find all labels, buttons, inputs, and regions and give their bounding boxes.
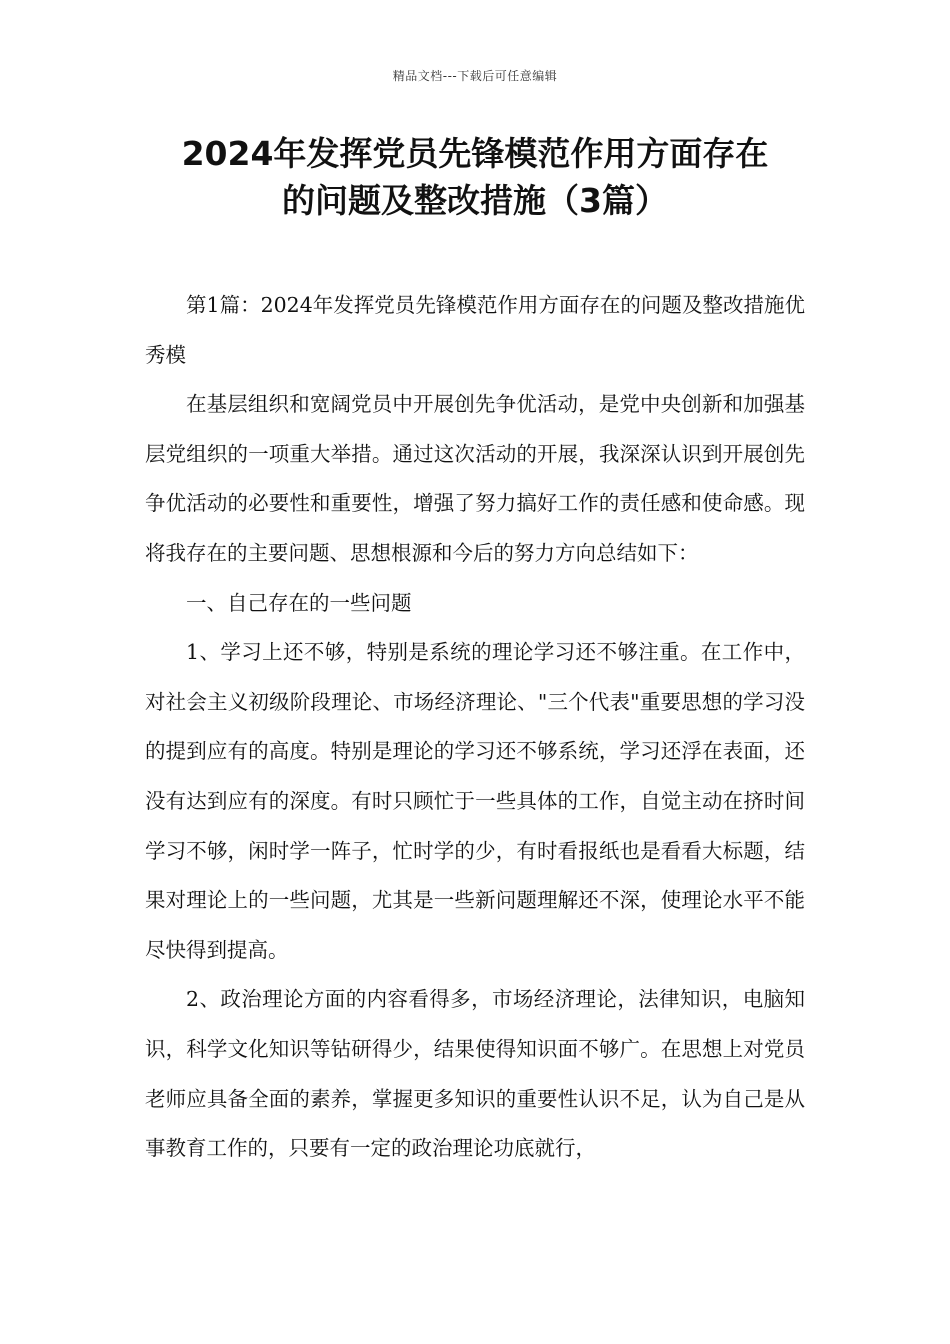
body-paragraph: 1、学习上还不够，特别是系统的理论学习还不够注重。在工作中，对社会主义初级阶段理论、市场经济理论、"三个代表"重要思想的学习没的提到应有的高度。特别是理论的学习还不够系统，学习还浮在表面，还没有达到应有的深度。有时只顾忙于一些具体的工作，自觉主动在挤时间学习不够，闲时学一阵子，忙时学的少，有时看报纸也是看看大标题，结果对理论上的一些问题，尤其是一些新问题理解还不深，使理论水平不能尽快得到提高。 [145, 640, 805, 962]
document-title [120, 130, 830, 224]
page-header-note: 精品文档---下载后可任意编辑 [392, 69, 558, 83]
subsection-heading: 一、自己存在的一些问题 [186, 590, 412, 615]
title-line-2: 的问题及整改措施（3篇） [282, 181, 668, 220]
document-body [145, 281, 805, 1174]
body-paragraph: 在基层组织和宽阔党员中开展创先争优活动，是党中央创新和加强基层党组织的一项重大举措。通过这次活动的开展，我深深认识到开展创先争优活动的必要性和重要性，增强了努力搞好工作的责任感和使命感。现将我存在的主要问题、思想根源和今后的努力方向总结如下： [145, 392, 805, 565]
title-line-1: 2024年发挥党员先锋模范作用方面存在 [181, 134, 769, 173]
body-paragraph: 2、政治理论方面的内容看得多，市场经济理论，法律知识，电脑知识，科学文化知识等钻研得少，结果使得知识面不够广。在思想上对党员老师应具备全面的素养，掌握更多知识的重要性认识不足，认为自己是从事教育工作的，只要有一定的政治理论功底就行， [145, 987, 805, 1161]
section-heading-part-1: 第1篇：2024年发挥党员先锋模范作用方面存在的问题及整改措施优秀模 [145, 293, 805, 367]
